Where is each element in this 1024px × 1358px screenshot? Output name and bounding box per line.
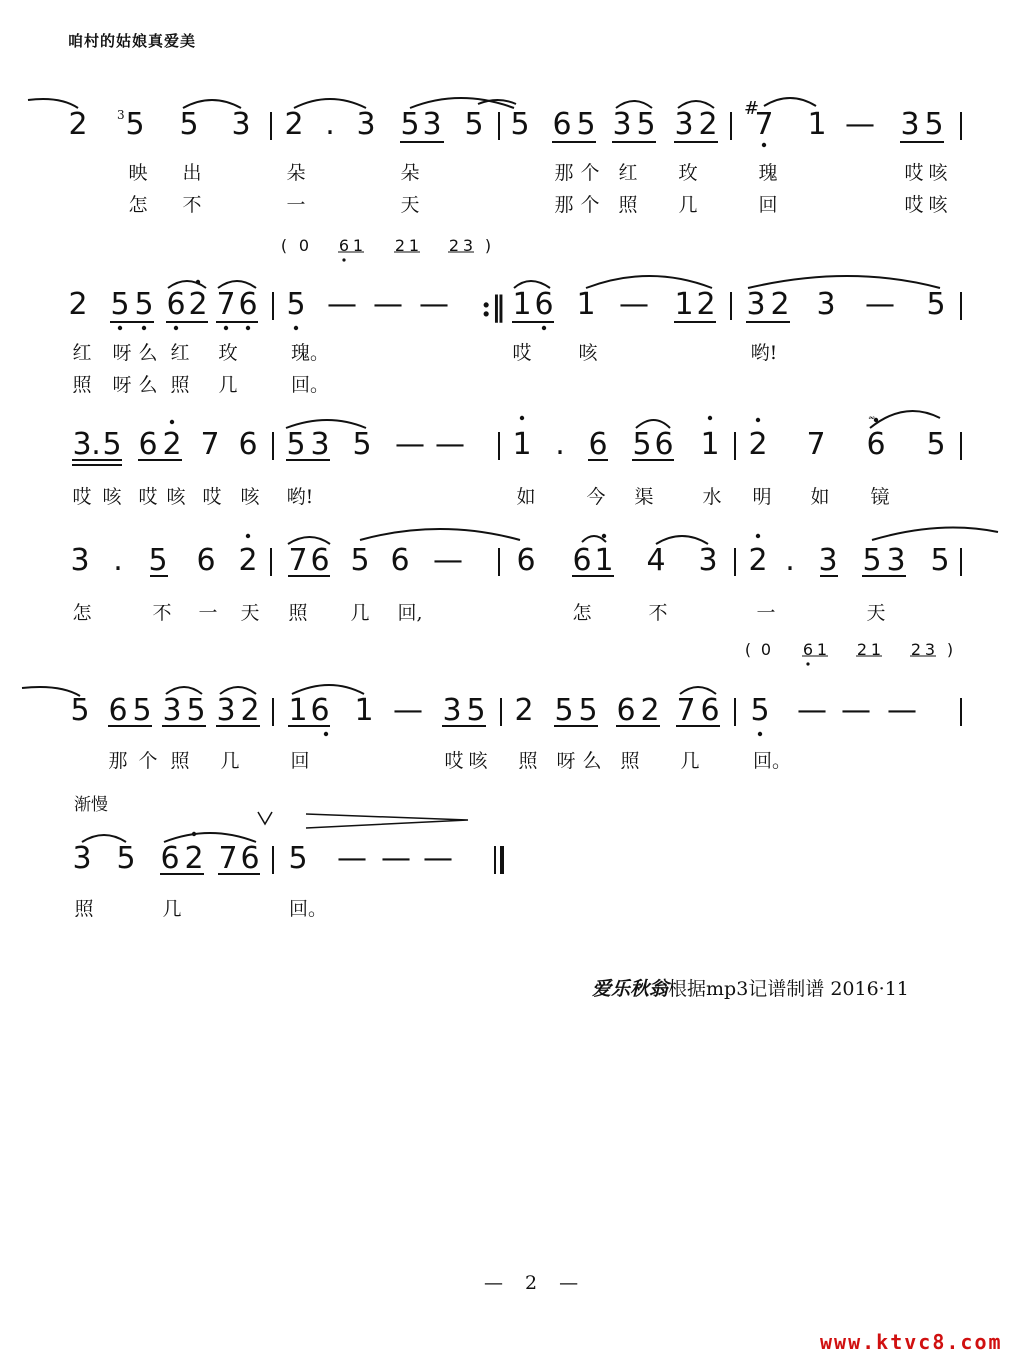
lyric: 哎 <box>444 750 464 772</box>
note: 3 <box>310 427 330 462</box>
lyric: 照 <box>518 750 538 772</box>
note: 5 <box>179 107 199 142</box>
note: 5 <box>578 693 598 728</box>
intro-note: 0 <box>298 236 310 255</box>
lyric: 不 <box>648 602 668 624</box>
note: 5 <box>926 427 946 462</box>
lyric: 几 <box>220 750 240 772</box>
note: 6 <box>138 427 158 462</box>
note: 7 <box>216 287 236 322</box>
note: 2 <box>696 287 716 322</box>
lyric: 天 <box>400 194 420 216</box>
credit-line <box>592 974 909 1001</box>
lyric: 照 <box>170 750 190 772</box>
lyric: 镜 <box>870 486 890 508</box>
lyric: 哎 <box>904 162 924 184</box>
dash: — <box>433 543 463 578</box>
note: 2 <box>698 107 718 142</box>
note: 3 <box>818 543 838 578</box>
dash: — <box>619 287 649 322</box>
lyric: 个 <box>138 750 158 772</box>
intro-paren: ) <box>946 640 954 659</box>
note: 6 <box>866 427 886 462</box>
lyric: 咳 <box>468 750 488 772</box>
note: 5 <box>464 107 484 142</box>
note-dot: . <box>91 427 101 462</box>
note: 1 <box>807 107 827 142</box>
note: 5 <box>750 693 770 728</box>
note: 1 <box>594 543 614 578</box>
dash: — <box>419 287 449 322</box>
lyric: 如 <box>516 486 536 508</box>
lyric: 几 <box>162 898 182 920</box>
note: 3 <box>900 107 920 142</box>
note: 6 <box>616 693 636 728</box>
note: 2 <box>162 427 182 462</box>
note: 3 <box>816 287 836 322</box>
lyric: 哎 <box>202 486 222 508</box>
page-number: — 2 — <box>484 1272 587 1294</box>
note: 2 <box>184 841 204 876</box>
intro-note: 2 <box>910 640 922 659</box>
intro-note: 2 <box>394 236 406 255</box>
lyric: 个 <box>580 194 600 216</box>
note: 5 <box>862 543 882 578</box>
note: 6 <box>588 427 608 462</box>
note: 2 <box>238 543 258 578</box>
lyric: 朵 <box>286 162 306 184</box>
intro-paren: ( <box>280 236 288 255</box>
intro-note: 1 <box>352 236 364 255</box>
intro-note: 6 <box>338 236 350 255</box>
lyric: 回, <box>397 602 423 624</box>
note: 6 <box>238 427 258 462</box>
lyric: 呀 <box>556 750 576 772</box>
note: 6 <box>240 841 260 876</box>
note: 6 <box>552 107 572 142</box>
repeat-sign: :‖ <box>481 290 506 323</box>
intro-note: 2 <box>448 236 460 255</box>
note: 2 <box>748 543 768 578</box>
lyric: 明 <box>752 486 772 508</box>
lyric: 哎 <box>72 486 92 508</box>
ornament-icon: 𝆗 <box>868 410 875 423</box>
lyric: 哎 <box>138 486 158 508</box>
lyric: 几 <box>350 602 370 624</box>
lyric: 天 <box>866 602 886 624</box>
note: 6 <box>654 427 674 462</box>
intro-note: 3 <box>462 236 474 255</box>
note: 3 <box>442 693 462 728</box>
lyric: 红 <box>72 342 92 364</box>
intro-paren: ( <box>744 640 752 659</box>
note: 3 <box>674 107 694 142</box>
dash: — <box>865 287 895 322</box>
lyric: 照 <box>620 750 640 772</box>
lyric: 么 <box>138 374 158 396</box>
lyric: 照 <box>170 374 190 396</box>
note: 3 <box>886 543 906 578</box>
lyric: 咳 <box>166 486 186 508</box>
bar-line <box>272 846 274 874</box>
lyric: 天 <box>240 602 260 624</box>
sharp-sign: # <box>744 98 760 119</box>
note: 3 <box>72 427 92 462</box>
note: 3 <box>72 841 92 876</box>
note: 5 <box>116 841 136 876</box>
dash: — <box>373 287 403 322</box>
lyric: 照 <box>618 194 638 216</box>
lyric: 咳 <box>240 486 260 508</box>
lyric: 几 <box>678 194 698 216</box>
lyric: 那 <box>108 750 128 772</box>
lyric: 出 <box>182 162 202 184</box>
lyric: 哎 <box>904 194 924 216</box>
note: 6 <box>238 287 258 322</box>
note: 3 <box>70 543 90 578</box>
lyric: 几 <box>218 374 238 396</box>
note: 2 <box>68 287 88 322</box>
note: 5 <box>288 841 308 876</box>
dash: — <box>845 107 875 142</box>
lyric: 哟! <box>286 486 314 508</box>
lyric: 玫 <box>678 162 698 184</box>
lyric: 咳 <box>102 486 122 508</box>
note: 5 <box>924 107 944 142</box>
note: 3 <box>356 107 376 142</box>
lyric: 映 <box>128 162 148 184</box>
note: 5 <box>125 107 145 142</box>
note: 2 <box>748 427 768 462</box>
note: 7 <box>218 841 238 876</box>
note: 7 <box>806 427 826 462</box>
note: 5 <box>148 543 168 578</box>
note: 5 <box>352 427 372 462</box>
note: 5 <box>350 543 370 578</box>
dash: — <box>435 427 465 462</box>
note: 6 <box>310 543 330 578</box>
lyric: 照 <box>288 602 308 624</box>
dash: — <box>395 427 425 462</box>
lyric: 水 <box>702 486 722 508</box>
note: 6 <box>516 543 536 578</box>
intro-note: 0 <box>760 640 772 659</box>
lyric: 朵 <box>400 162 420 184</box>
lyric: 照 <box>72 374 92 396</box>
lyric: 红 <box>170 342 190 364</box>
lyric: 几 <box>680 750 700 772</box>
note: 5 <box>930 543 950 578</box>
note: 5 <box>134 287 154 322</box>
intro-note: 1 <box>816 640 828 659</box>
lyric: 怎 <box>128 194 148 216</box>
dash: — <box>327 287 357 322</box>
note: 3 <box>231 107 251 142</box>
note: 6 <box>166 287 186 322</box>
lyric: 回。 <box>290 374 330 396</box>
note: 3 <box>698 543 718 578</box>
note: 6 <box>310 693 330 728</box>
note: 5 <box>466 693 486 728</box>
watermark: www.ktvc8.com <box>820 1330 1003 1354</box>
note: 5 <box>554 693 574 728</box>
note: 4 <box>646 543 666 578</box>
note: 1 <box>576 287 596 322</box>
lyric: 一 <box>286 194 306 216</box>
lyric: 瑰。 <box>290 342 330 364</box>
note: 3 <box>216 693 236 728</box>
lyric: 不 <box>152 602 172 624</box>
note: 5 <box>632 427 652 462</box>
intro-note: 1 <box>870 640 882 659</box>
lyric: 瑰 <box>758 162 778 184</box>
note: 2 <box>514 693 534 728</box>
note: 5 <box>510 107 530 142</box>
lyric: 咳 <box>928 162 948 184</box>
note: 5 <box>926 287 946 322</box>
lyric: 那 <box>554 194 574 216</box>
lyric: 一 <box>756 602 776 624</box>
credit-text: 根据mp3记谱制谱 2016·11 <box>668 978 909 1000</box>
intro-note: 3 <box>924 640 936 659</box>
note: 7 <box>676 693 696 728</box>
lyric: 咳 <box>578 342 598 364</box>
note: 2 <box>68 107 88 142</box>
note: 1 <box>700 427 720 462</box>
lyric: 如 <box>810 486 830 508</box>
lyric: 回。 <box>288 898 328 920</box>
note-dot: . <box>555 427 565 462</box>
note: 6 <box>700 693 720 728</box>
intro-note: 6 <box>802 640 814 659</box>
note-dot: . <box>113 543 123 578</box>
note: 2 <box>240 693 260 728</box>
note: 7 <box>288 543 308 578</box>
dash: — <box>841 693 871 728</box>
lyric: 回 <box>290 750 310 772</box>
final-bar-line-thick <box>500 846 504 874</box>
lyric: 咳 <box>928 194 948 216</box>
note: 6 <box>108 693 128 728</box>
lyric: 么 <box>582 750 602 772</box>
lyric: 么 <box>138 342 158 364</box>
note: 7 <box>754 107 774 142</box>
lyric: 怎 <box>572 602 592 624</box>
note: 2 <box>188 287 208 322</box>
intro-note: 1 <box>408 236 420 255</box>
note-dot: . <box>325 107 335 142</box>
note: 2 <box>640 693 660 728</box>
note: 5 <box>286 287 306 322</box>
lyric: 不 <box>182 194 202 216</box>
lyric: 回。 <box>752 750 792 772</box>
dash: — <box>797 693 827 728</box>
dash: — <box>393 693 423 728</box>
note: 6 <box>534 287 554 322</box>
note: 1 <box>512 287 532 322</box>
lyric: 呀 <box>112 374 132 396</box>
note: 3 <box>746 287 766 322</box>
note: 6 <box>572 543 592 578</box>
tempo-marking: 渐慢 <box>74 795 108 815</box>
dash: — <box>381 841 411 876</box>
lyric: 呀 <box>112 342 132 364</box>
note: 5 <box>102 427 122 462</box>
intro-note: 2 <box>856 640 868 659</box>
note: 5 <box>186 693 206 728</box>
credit-author: 爱乐秋翁 <box>592 978 669 1000</box>
lyric: 照 <box>74 898 94 920</box>
lyric: 今 <box>586 486 606 508</box>
note: 3 <box>612 107 632 142</box>
lyric: 回 <box>758 194 778 216</box>
note: 5 <box>576 107 596 142</box>
page-title: 咱村的姑娘真爱美 <box>68 32 197 50</box>
note: 6 <box>196 543 216 578</box>
dash: — <box>887 693 917 728</box>
note-dot: . <box>785 543 795 578</box>
lyric: 那 <box>554 162 574 184</box>
final-bar-line <box>494 846 496 874</box>
lyric: 个 <box>580 162 600 184</box>
note: 1 <box>512 427 532 462</box>
note: 5 <box>400 107 420 142</box>
note: 2 <box>284 107 304 142</box>
note: 5 <box>110 287 130 322</box>
note: 6 <box>390 543 410 578</box>
note: 3 <box>162 693 182 728</box>
dash: — <box>337 841 367 876</box>
lyric: 玫 <box>218 342 238 364</box>
intro-paren: ) <box>484 236 492 255</box>
note: 1 <box>674 287 694 322</box>
note: 1 <box>288 693 308 728</box>
lyric: 哎 <box>512 342 532 364</box>
note: 7 <box>200 427 220 462</box>
lyric: 一 <box>198 602 218 624</box>
note: 5 <box>636 107 656 142</box>
lyric: 怎 <box>72 602 92 624</box>
note: 5 <box>132 693 152 728</box>
note: 5 <box>286 427 306 462</box>
lyric: 渠 <box>634 486 654 508</box>
dash: — <box>423 841 453 876</box>
grace-note: 3 <box>117 108 125 122</box>
lyric: 哟! <box>750 342 778 364</box>
note: 3 <box>422 107 442 142</box>
note: 6 <box>160 841 180 876</box>
note: 1 <box>354 693 374 728</box>
note: 2 <box>770 287 790 322</box>
lyric: 红 <box>618 162 638 184</box>
note: 5 <box>70 693 90 728</box>
